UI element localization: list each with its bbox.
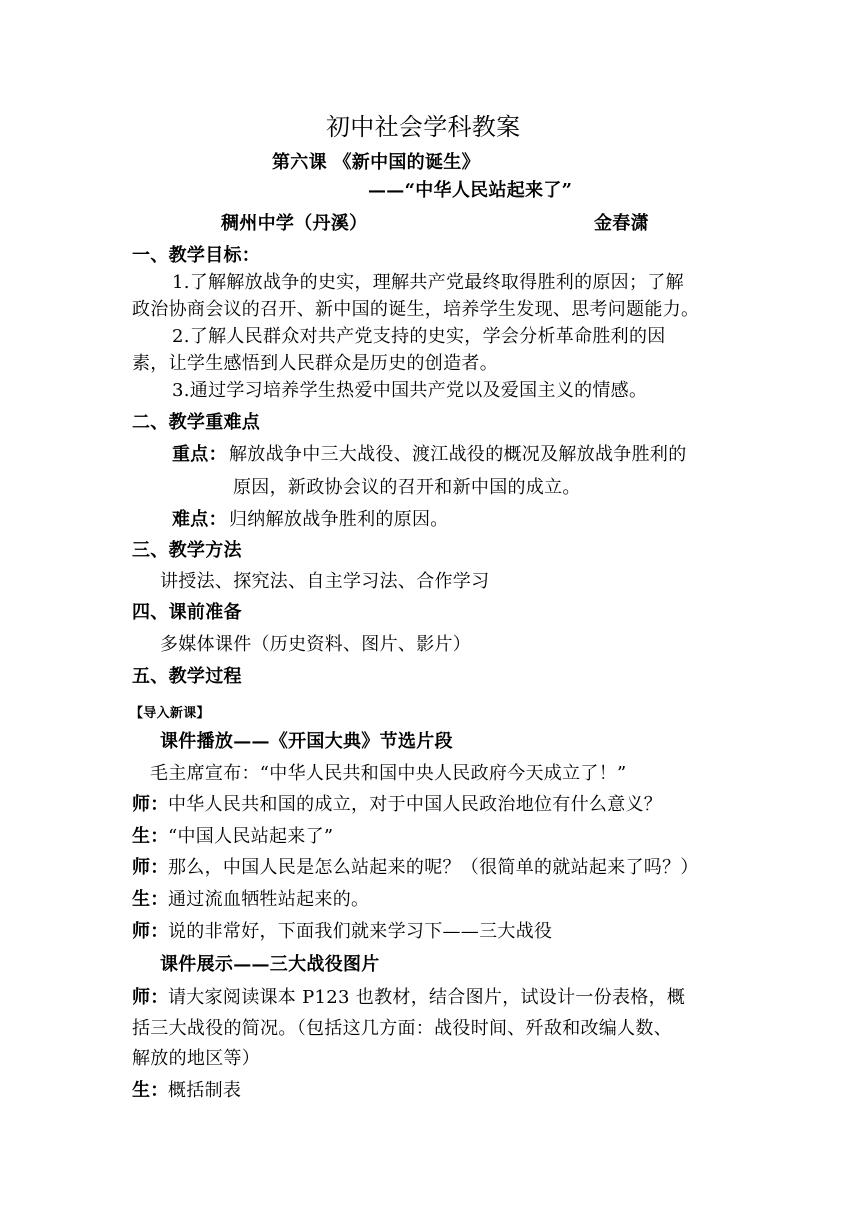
difficult-point-text: 归纳解放战争胜利的原因。 (229, 509, 449, 530)
dialogue-line: 中华人民共和国的成立，对于中国人民政治地位有什么意义？ (168, 794, 663, 815)
difficult-point-label: 难点： (172, 509, 227, 530)
teacher-name: 金春潇 (594, 213, 649, 234)
preparation-text: 多媒体课件（历史资料、图片、影片） (160, 634, 472, 655)
speaker-student: 生： (132, 1080, 169, 1101)
speaker-student: 生： (132, 826, 169, 847)
key-point-line-1: 解放战争中三大战役、渡江战役的概况及解放战争胜利的 (229, 444, 687, 465)
objective-3: 3.通过学习培养学生热爱中国共产党以及爱国主义的情感。 (172, 380, 648, 401)
objective-2-line-1: 2.了解人民群众对共产党支持的史实，学会分析革命胜利的因 (172, 326, 666, 347)
section-heading-key-points: 二、教学重难点 (132, 412, 261, 433)
intro-tag: 【导入新课】 (130, 706, 210, 721)
lesson-subtitle: ——“中华人民站起来了” (368, 180, 573, 201)
dialogue-line: 概括制表 (168, 1080, 242, 1101)
dialogue-line: 解放的地区等） (132, 1048, 261, 1069)
dialogue-line: 通过流血牺牲站起来的。 (168, 889, 370, 910)
dialogue-line: 说的非常好，下面我们就来学习下——三大战役 (168, 921, 553, 942)
objective-1-line-1: 1.了解解放战争的史实，理解共产党最终取得胜利的原因；了解 (172, 272, 684, 293)
dialogue-line: 那么，中国人民是怎么站起来的呢？（很简单的就站起来了吗？） (168, 857, 699, 878)
dialogue-line: 括三大战役的简况。（包括这几方面：战役时间、歼敌和改编人数、 (132, 1018, 672, 1039)
speaker-teacher: 师： (132, 987, 169, 1008)
key-point-label: 重点： (172, 444, 227, 465)
dialogue-line: “中国人民站起来了” (168, 826, 334, 847)
section-heading-objectives: 一、教学目标： (132, 245, 261, 266)
section-heading-preparation: 四、课前准备 (132, 602, 242, 623)
courseware-show: 课件展示——三大战役图片 (160, 954, 380, 975)
speaker-student: 生： (132, 889, 169, 910)
speaker-teacher: 师： (132, 921, 169, 942)
section-heading-process: 五、教学过程 (132, 666, 242, 687)
quote-line: 毛主席宣布：“中华人民共和国中央人民政府今天成立了！” (150, 763, 627, 784)
objective-2-line-2: 素，让学生感悟到人民群众是历史的创造者。 (132, 353, 498, 374)
school-name: 稠州中学（丹溪） (221, 213, 368, 234)
key-point-line-2: 原因，新政协会议的召开和新中国的成立。 (233, 477, 581, 498)
doc-title: 初中社会学科教案 (326, 113, 521, 141)
lesson-title: 第六课 《新中国的诞生》 (272, 152, 480, 173)
dialogue-line: 请大家阅读课本 P123 也教材，结合图片，试设计一份表格，概 (168, 987, 686, 1008)
section-heading-methods: 三、教学方法 (132, 540, 242, 561)
speaker-teacher: 师： (132, 857, 169, 878)
speaker-teacher: 师： (132, 794, 169, 815)
methods-text: 讲授法、探究法、自主学习法、合作学习 (160, 571, 490, 592)
courseware-play: 课件播放——《开国大典》节选片段 (160, 731, 453, 752)
objective-1-line-2: 政治协商会议的召开、新中国的诞生，培养学生发现、思考问题能力。 (132, 299, 700, 320)
